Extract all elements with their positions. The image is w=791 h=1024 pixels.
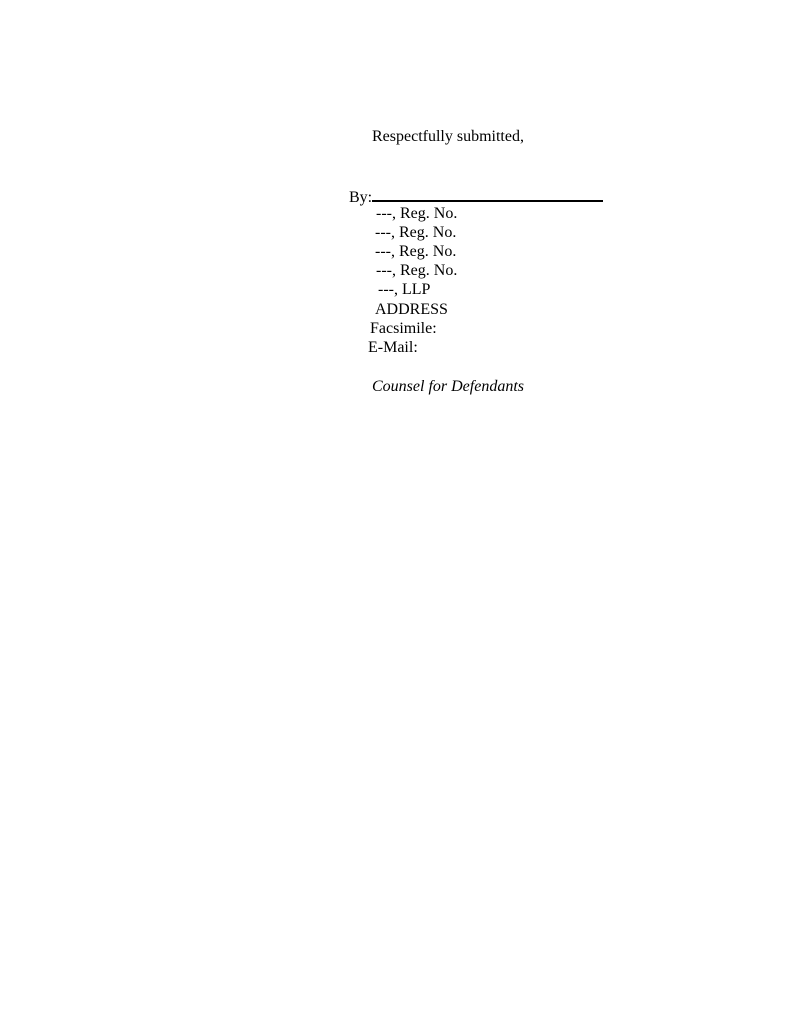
by-label: By: [349, 189, 373, 206]
attorney-line: ---, Reg. No. [376, 205, 458, 222]
firm-name: ---, LLP [378, 281, 431, 298]
attorney-line: ---, Reg. No. [375, 243, 457, 260]
signature-line [372, 185, 603, 202]
counsel-designation: Counsel for Defendants [372, 378, 524, 395]
attorney-line: ---, Reg. No. [376, 262, 458, 279]
email-label: E-Mail: [368, 339, 418, 356]
facsimile-label: Facsimile: [370, 320, 437, 337]
closing-text: Respectfully submitted, [372, 128, 524, 145]
firm-address: ADDRESS [375, 301, 448, 318]
attorney-line: ---, Reg. No. [375, 224, 457, 241]
